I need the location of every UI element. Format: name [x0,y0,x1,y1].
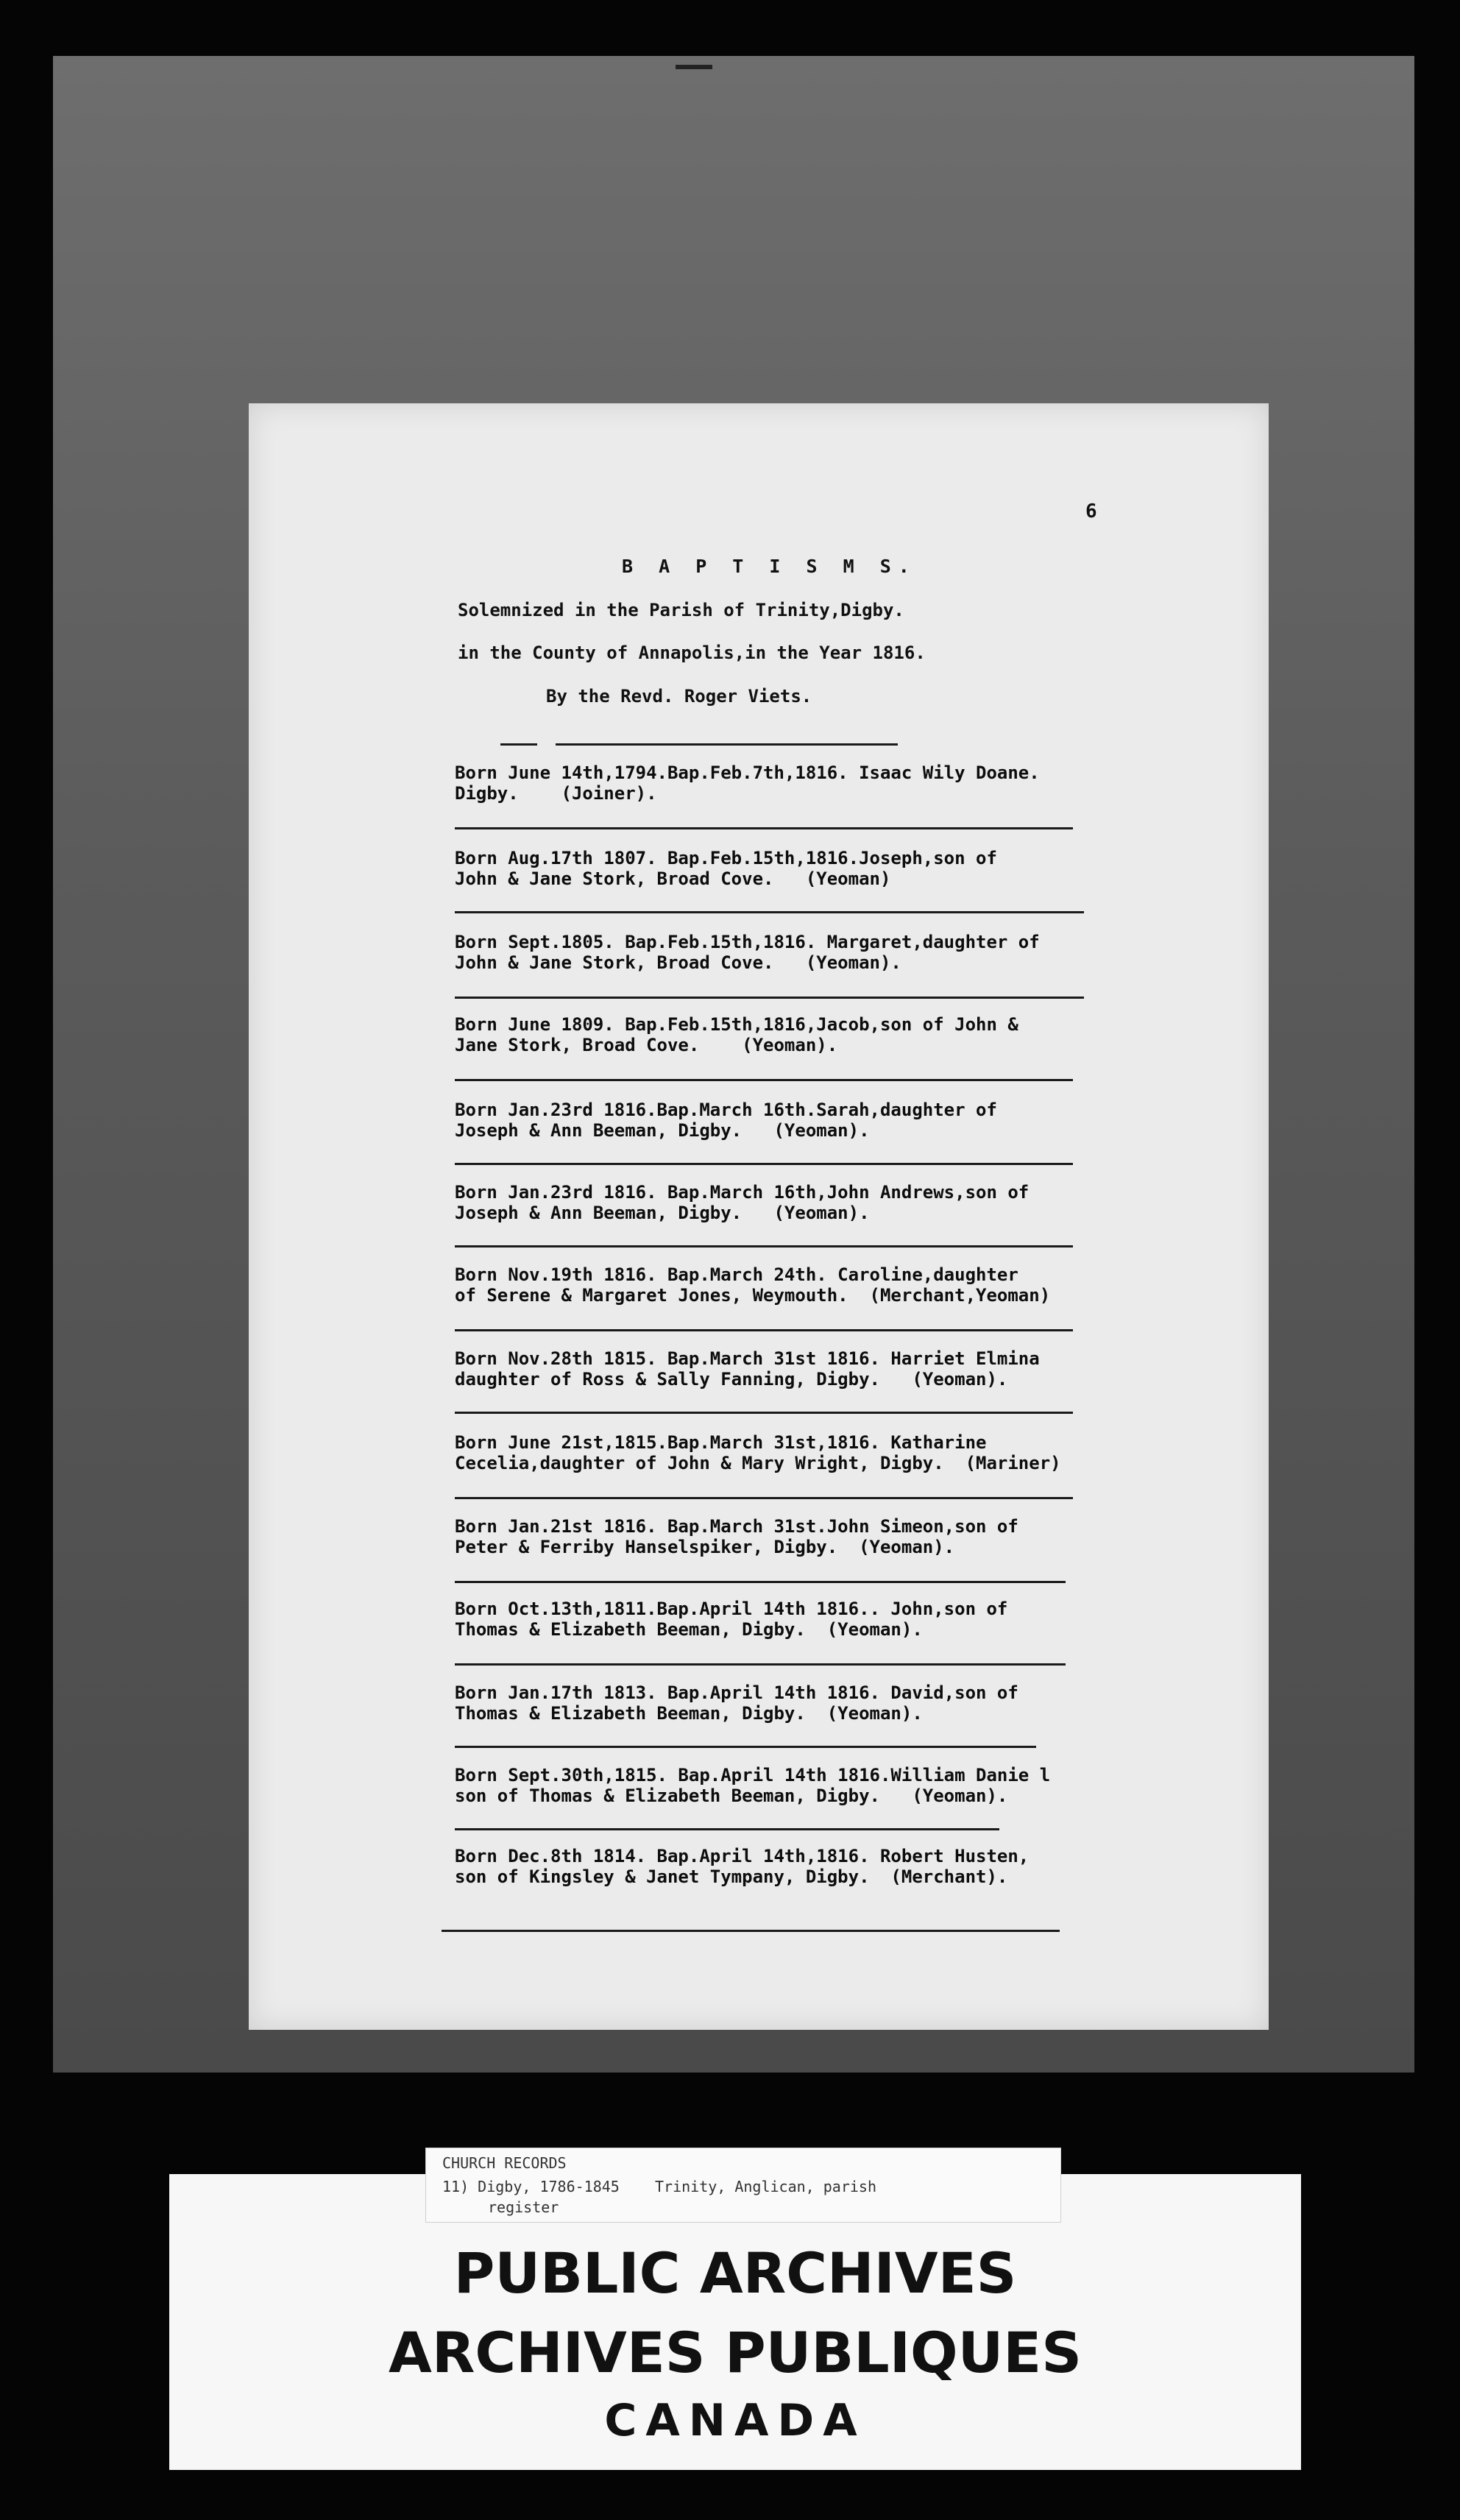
baptism-entry [455,1014,1191,1055]
baptism-entry [455,762,1191,804]
card-collection: CHURCH RECORDS [442,2154,567,2172]
baptism-entry [455,1599,1191,1640]
entry-line: Peter & Ferriby Hanselspiker, Digby. (Yeoman). [455,1537,955,1557]
entry-divider [442,1930,1060,1932]
entry-line: Born Jan.23rd 1816. Bap.March 16th,John Andrews,son of [455,1182,1030,1203]
entry-line: Jane Stork, Broad Cove. (Yeoman). [455,1035,838,1055]
entry-line: Joseph & Ann Beeman, Digby. (Yeoman). [455,1120,870,1141]
baptism-entry [455,1846,1191,1887]
entry-line: Born Jan.17th 1813. Bap.April 14th 1816. David,son of [455,1682,1018,1703]
card-reference: 11) Digby, 1786-1845 Trinity, Anglican, parish [442,2178,877,2195]
entry-line: daughter of Ross & Sally Fanning, Digby. (Yeoman). [455,1369,1008,1390]
entry-divider [455,1828,999,1830]
archives-country: CANADA [604,2395,866,2446]
entry-line: Born Nov.19th 1816. Bap.March 24th. Caroline,daughter [455,1264,1018,1285]
archives-title-fr: ARCHIVES PUBLIQUES [389,2320,1082,2385]
entry-line: Born Sept.30th,1815. Bap.April 14th 1816.William Danie l [455,1765,1051,1785]
minister-line: By the Revd. Roger Viets. [546,686,812,707]
county-line: in the County of Annapolis,in the Year 1816. [458,643,926,663]
entry-divider [455,1163,1073,1165]
page-number: 6 [1085,500,1097,523]
baptism-entry [455,932,1191,973]
entry-line: Born Dec.8th 1814. Bap.April 14th,1816. Robert Husten, [455,1846,1030,1866]
entry-divider [455,1079,1073,1081]
archives-title-en: PUBLIC ARCHIVES [453,2240,1017,2306]
entry-line: Joseph & Ann Beeman, Digby. (Yeoman). [455,1203,870,1223]
entry-divider [455,1497,1073,1499]
rule-header [556,743,898,746]
entry-divider [455,1663,1066,1666]
entry-divider [455,997,1084,999]
rule-short [500,743,537,746]
entry-line: Born Jan.23rd 1816.Bap.March 16th.Sarah,daughter of [455,1100,997,1120]
baptism-entry [455,1432,1191,1473]
baptism-entry [455,1682,1191,1724]
entry-line: Born June 14th,1794.Bap.Feb.7th,1816. Isaac Wily Doane. [455,762,1040,783]
entry-line: Thomas & Elizabeth Beeman, Digby. (Yeoman). [455,1703,923,1724]
entry-line: son of Kingsley & Janet Tympany, Digby. (Merchant). [455,1866,1008,1887]
entry-line: Thomas & Elizabeth Beeman, Digby. (Yeoman). [455,1619,923,1640]
entry-divider [455,1412,1073,1414]
entry-line: John & Jane Stork, Broad Cove. (Yeoman) [455,868,891,889]
collection-card [425,2148,1061,2223]
baptism-entry [455,1100,1191,1141]
baptism-entry [455,1348,1191,1390]
register-heading: B A P T I S M S. [622,556,917,577]
baptism-entry [455,1264,1191,1306]
entry-divider [455,1581,1066,1583]
entry-divider [455,827,1073,829]
entry-divider [455,1245,1073,1247]
entry-line: Digby. (Joiner). [455,783,657,804]
entry-line: Born Aug.17th 1807. Bap.Feb.15th,1816.Joseph,son of [455,848,997,868]
entry-line: of Serene & Margaret Jones, Weymouth. (Merchant,Yeoman) [455,1285,1051,1306]
baptism-entry [455,1516,1191,1557]
baptism-entry [455,848,1191,889]
entry-line: Born June 21st,1815.Bap.March 31st,1816. Katharine [455,1432,987,1453]
entry-line: Born June 1809. Bap.Feb.15th,1816,Jacob,son of John & [455,1014,1018,1035]
card-register: register [488,2198,559,2216]
entry-line: Born Sept.1805. Bap.Feb.15th,1816. Margaret,daughter of [455,932,1040,952]
entry-divider [455,1746,1036,1748]
entry-line: John & Jane Stork, Broad Cove. (Yeoman). [455,952,901,973]
entry-divider [455,911,1084,913]
baptism-entry [455,1182,1191,1223]
entry-line: Born Oct.13th,1811.Bap.April 14th 1816.. John,son of [455,1599,1008,1619]
baptism-entry [455,1765,1191,1806]
frame-notch [676,65,712,69]
entry-line: son of Thomas & Elizabeth Beeman, Digby. (Yeoman). [455,1785,1008,1806]
entry-line: Cecelia,daughter of John & Mary Wright, Digby. (Mariner) [455,1453,1061,1473]
entry-divider [455,1329,1073,1331]
entry-line: Born Jan.21st 1816. Bap.March 31st.John Simeon,son of [455,1516,1018,1537]
parish-line: Solemnized in the Parish of Trinity,Digby. [458,600,904,620]
entry-line: Born Nov.28th 1815. Bap.March 31st 1816. Harriet Elmina [455,1348,1040,1369]
